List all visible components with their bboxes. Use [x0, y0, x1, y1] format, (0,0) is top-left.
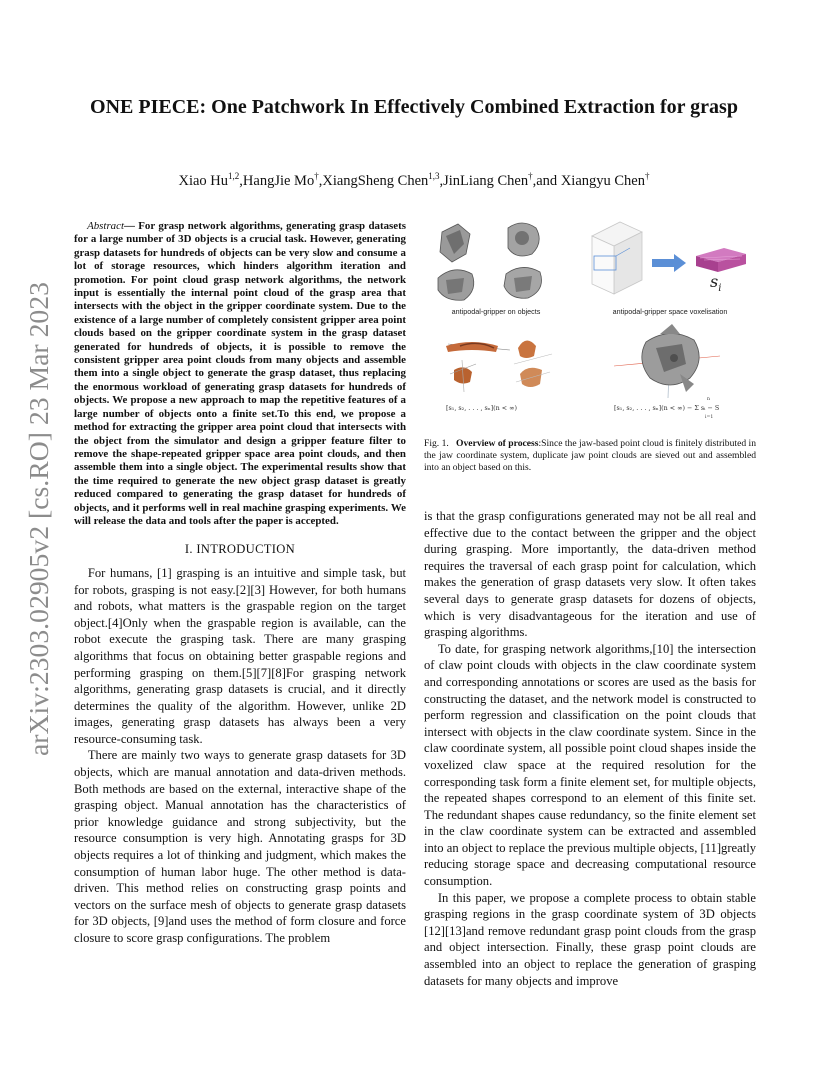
paper-title: ONE PIECE: One Patchwork In Effectively Combined Extraction for grasp	[90, 96, 738, 118]
object-meshes-image	[438, 223, 542, 300]
left-column	[74, 220, 406, 947]
section-heading-introduction: I. INTRODUCTION	[184, 542, 296, 557]
symbol-s-i: $s_i$	[710, 272, 722, 294]
paragraph: To date, for grasping network algorithms,[10] the intersection of claw point clouds with objects in the claw coordinate system and corresponding annotations or scores are used as the basis for constructing the dataset, and the network model is constructed to perform regression and classification on the point clouds that intersect with objects in the claw coordinate system. Since in the claw coordinate system, all possible point cloud shapes inside the voxelized claw space at the required resolution for the corresponding task form a finite element set, for multiple objects, the repeated shapes correspond to an element of this finite set. The redundant shapes cause redundancy, so the finite element set in the claw coordinate system can be extracted and assembled into an object to replace the previous multiple objects, [11]greatly reducing storage space and decreasing computational resource consumption.	[424, 641, 756, 889]
figure-1	[424, 214, 760, 428]
arxiv-id-text: arXiv:2303.02905v2 [cs.RO] 23 Mar 2023	[24, 294, 54, 756]
author-name: Xiangyu Chen	[560, 172, 645, 189]
math-right: [s₁, s₂, . . . , sₙ](n < ∞) − Σ sᵢ − S	[614, 404, 720, 412]
paragraph: In this paper, we propose a complete process to obtain stable grasping regions in the grasp coordinate system of 3D objects [12][13]and remove redundant grasp point clouds from the grasp and object intersection. Finally, these grasp point clouds are assembled into an object to replace the generation of grasping datasets for many objects and improve	[424, 890, 756, 988]
abstract-text: For grasp network algorithms, generating grasp datasets for a large number of 3D objects is a crucial task. However, generating grasp datasets for hundreds of objects can be very slow and consume a lot of storage resources, which hinders algorithm iteration and promotion. For point cloud grasp network algorithms, the network input is essentially the internal point cloud of the grasp area that intersects with the object in the gripper coordinate system. Due to the existence of a large number of completely consistent gripper area point clouds based on the gripper coordinate system in the grasp dataset generated for hundreds of objects, it is possible to remove the consistent gripper area point clouds from many objects and assemble them into a single object to generate the grasp dataset, thus replacing the enormous workload of generating grasp datasets for hundreds of objects. We propose a new approach to map the repetitive features of a large number of objects onto a finite set.To this end, we propose a method for extracting the gripper area point cloud that intersects with the object from the simulator and design a gripper feature filter to remove the shape-repeated gripper space area point clouds, and then assemble them into a single object. The experimental results show that the time required to generate the new object grasp dataset is greatly reduced compared to generating the grasp dataset for hundreds of objects, and it performs well in real machine grasping experiments. We will release the data and tools after the paper is accepted.	[74, 220, 406, 527]
author-name: XiangSheng Chen	[322, 172, 429, 189]
author-affiliation: †	[528, 171, 533, 181]
caption-title: Overview of process	[456, 438, 539, 449]
author-list	[70, 171, 758, 190]
right-column	[424, 508, 756, 989]
author-separator: ,	[439, 172, 444, 189]
math-right-sum-bottom: i=1	[705, 415, 714, 420]
arxiv-stamp	[14, 280, 58, 760]
caption-label: Fig. 1.	[424, 438, 449, 449]
paragraph: is that the grasp configurations generated may not be all real and effective due to the contact between the gripper and the object during grasping. More importantly, the data-driven method requires the traversal of each grasp point for calculation, which makes the generation of grasp datasets very slow. It often takes several days to generate grasp datasets for dozens of objects, which is very disadvantageous for the iteration and use of grasping algorithms.	[424, 509, 756, 640]
math-right-sum-top: n	[707, 397, 710, 402]
math-left: [s₁, s₂, . . . , sₙ](n < ∞)	[446, 404, 517, 412]
author-affiliation: †	[314, 171, 319, 181]
author-affiliation: 1,3	[428, 171, 440, 181]
gripper-space-box	[592, 222, 642, 294]
assembled-object-image	[614, 324, 720, 398]
paragraph: For humans, [1] grasping is an intuitive and simple task, but for robots, grasping is not easy.[2][3] However, for both humans and robots, what matters is the graspable region on the target object.[4]Only when the graspable region is available, can the robot execute the grasping task. There are many grasping algorithms that focus on obtaining better graspable regions and performing grasping on them.[5][7][8]For grasping network algorithms, generating grasp datasets is crucial, and it directly determines the quality of the algorithm. However, unlike 2D images, generating grasp datasets has always been a very resource-consuming task.	[74, 565, 406, 746]
author-affiliation: †	[644, 171, 650, 181]
gripper-on-objects-image	[446, 340, 552, 392]
abstract-dash: —	[123, 220, 139, 232]
caption-text: :Since the jaw-based point cloud is finitely distributed in the jaw coordinate system, duplicate jaw point clouds are sieved out and assembled into an object based on this.	[424, 438, 756, 473]
voxel-block-image	[696, 248, 746, 272]
author-affiliation: 1,2	[228, 171, 240, 181]
abstract-lead: Abstract	[87, 220, 124, 232]
figure-label-left: antipodal-gripper on objects	[451, 307, 541, 316]
paragraph: There are mainly two ways to generate grasp datasets for 3D objects, which are manual annotation and data-driven methods. Both methods are based on the external, interactive shape of the grasping object. Manual annotation has the characteristics of prior knowledge guidance and strong subjectivity, but the resource consumption is very high. Annotating grasps for 3D objects requires a lot of thinking and judgment, which makes the consumption of human labor huge. The other method is data-driven. This method relies on constructing grasp points and vectors on the surface mesh of objects to generate grasp datasets for 3D objects, [9]and uses the method of form closure and force closure to score grasp configurations. The problem	[74, 748, 406, 945]
author-separator: ,and	[532, 172, 561, 189]
author-name: Xiao Hu	[178, 172, 229, 189]
abstract	[74, 220, 406, 528]
arrow-icon	[652, 254, 686, 272]
author-name: JinLiang Chen	[443, 172, 529, 189]
figure-label-right: antipodal-gripper space voxelisation	[612, 307, 728, 316]
figure-1-graphic	[424, 214, 760, 428]
author-name: HangJie Mo	[242, 172, 315, 189]
author-separator: ,	[318, 172, 323, 189]
arxiv-stamp-svg	[14, 280, 58, 760]
figure-1-caption	[424, 438, 756, 474]
author-separator: ,	[239, 172, 243, 189]
